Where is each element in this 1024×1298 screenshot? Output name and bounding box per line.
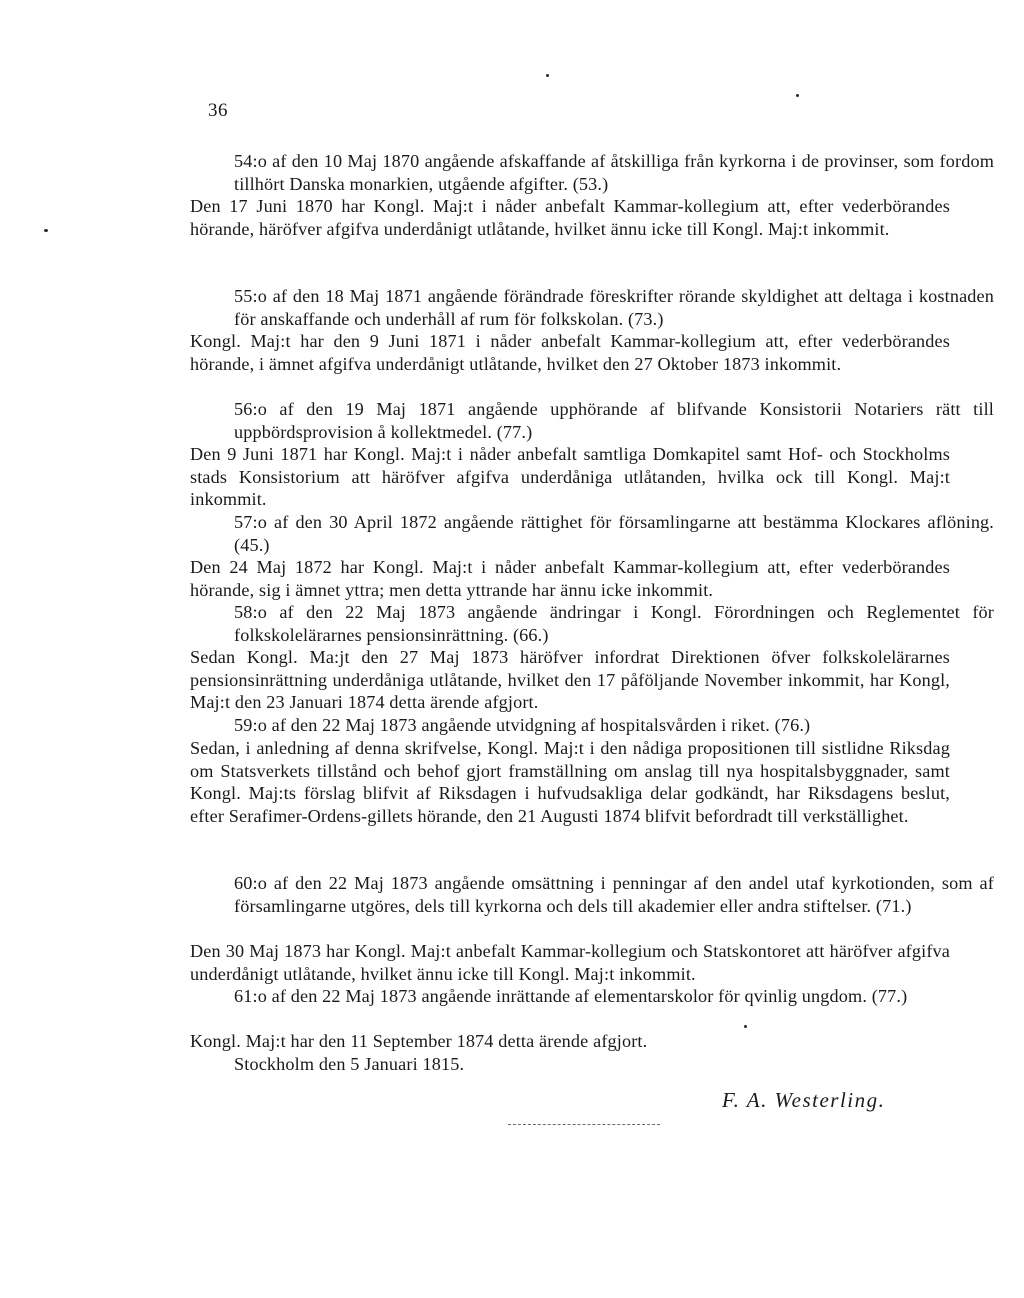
resolution-58: Sedan Kongl. Ma:jt den 27 Maj 1873 häröfver infordrat Direktionen öfver folkskolelärarnes pensionsinrättning underdåniga utlåtande, hvilket den 17 påföljande November inkommit, har Kongl, Maj:t den 23 Januari 1874 detta ärende afgjort. [190, 647, 950, 713]
item-59: 59:o af den 22 Maj 1873 angående utvidgning af hospitalsvården i riket. (76.) [234, 715, 811, 735]
item-58: 58:o af den 22 Maj 1873 angående ändringar i Kongl. Förordningen och Reglementet för folkskolelärarnes pensionsinrättning. (66.) [234, 602, 994, 645]
resolution-61: Kongl. Maj:t har den 11 September 1874 detta ärende afgjort. [190, 1031, 648, 1051]
resolution-54: Den 17 Juni 1870 har Kongl. Maj:t i nåder anbefalt Kammar-kollegium att, efter vederbörandes hörande, häröfver afgifva underdånigt utlåtande, hvilket ännu icke till Kongl. Maj:t inkommit. [190, 196, 950, 239]
print-speck [796, 94, 799, 97]
item-54: 54:o af den 10 Maj 1870 angående afskaffande af åtskilliga från kyrkorna i de provinser, som fordom tillhört Danska monarkien, utgående afgifter. (53.) [234, 151, 994, 194]
resolution-57: Den 24 Maj 1872 har Kongl. Maj:t i nåder anbefalt Kammar-kollegium att, efter vederbörandes hörande, sig i ämnet yttra; men detta yttrande har ännu icke inkommit. [190, 557, 950, 600]
place-date: Stockholm den 5 Januari 1815. [234, 1054, 465, 1074]
item-60: 60:o af den 22 Maj 1873 angående omsättning i penningar af den andel utaf kyrkotionden, som af församlingarne utgöres, dels till kyrkorna och dels till akademier eller andra stiftelser. (71.) [234, 873, 994, 916]
print-speck [744, 1025, 747, 1028]
resolution-55: Kongl. Maj:t har den 9 Juni 1871 i nåder anbefalt Kammar-kollegium att, efter vederbörandes hörande, i ämnet afgifva underdånigt utlåtande, hvilket den 27 Oktober 1873 inkommit. [190, 331, 950, 374]
print-speck [546, 74, 549, 77]
resolution-56: Den 9 Juni 1871 har Kongl. Maj:t i nåder anbefalt samtliga Domkapitel samt Hof- och Stockholms stads Konsistorium att häröfver afgifva underdåniga utlåtanden, hvilka ock till Kongl. Maj:t inkommit. [190, 444, 950, 510]
item-55: 55:o af den 18 Maj 1871 angående förändrade föreskrifter rörande skyldighet att deltaga i kostnaden för anskaffande och underhåll af rum för folkskolan. (73.) [234, 286, 994, 329]
item-61: 61:o af den 22 Maj 1873 angående inrättande af elementarskolor för qvinlig ungdom. (77.) [234, 986, 908, 1006]
resolution-60: Den 30 Maj 1873 har Kongl. Maj:t anbefalt Kammar-kollegium och Statskontoret att häröfver afgifva underdånigt utlåtande, hvilket ännu icke till Kongl. Maj:t inkommit. [190, 941, 950, 984]
print-speck [44, 229, 48, 232]
signature: F. A. Westerling. [722, 1088, 886, 1112]
resolution-59: Sedan, i anledning af denna skrifvelse, Kongl. Maj:t i den nådiga propositionen till sistlidne Riksdag om Statsverkets tillstånd och behof gjort framställning om anslag till nya hospitalsbyggnader, samt Kongl. Maj:ts förslag blifvit af Riksdagen i hufvudsakliga delar godkändt, har Riksdagens beslut, efter Serafimer-Ordens-gillets hörande, den 21 Augusti 1874 blifvit befordradt till verkställighet. [190, 738, 950, 826]
item-57: 57:o af den 30 April 1872 angående rättighet för församlingarne att bestämma Klockares aflöning. (45.) [234, 512, 994, 555]
signature-rule [508, 1124, 660, 1125]
item-56: 56:o af den 19 Maj 1871 angående upphörande af blifvande Konsistorii Notariers rätt till uppbördsprovision å kollektmedel. (77.) [234, 399, 994, 442]
page-number: 36 [208, 100, 228, 121]
